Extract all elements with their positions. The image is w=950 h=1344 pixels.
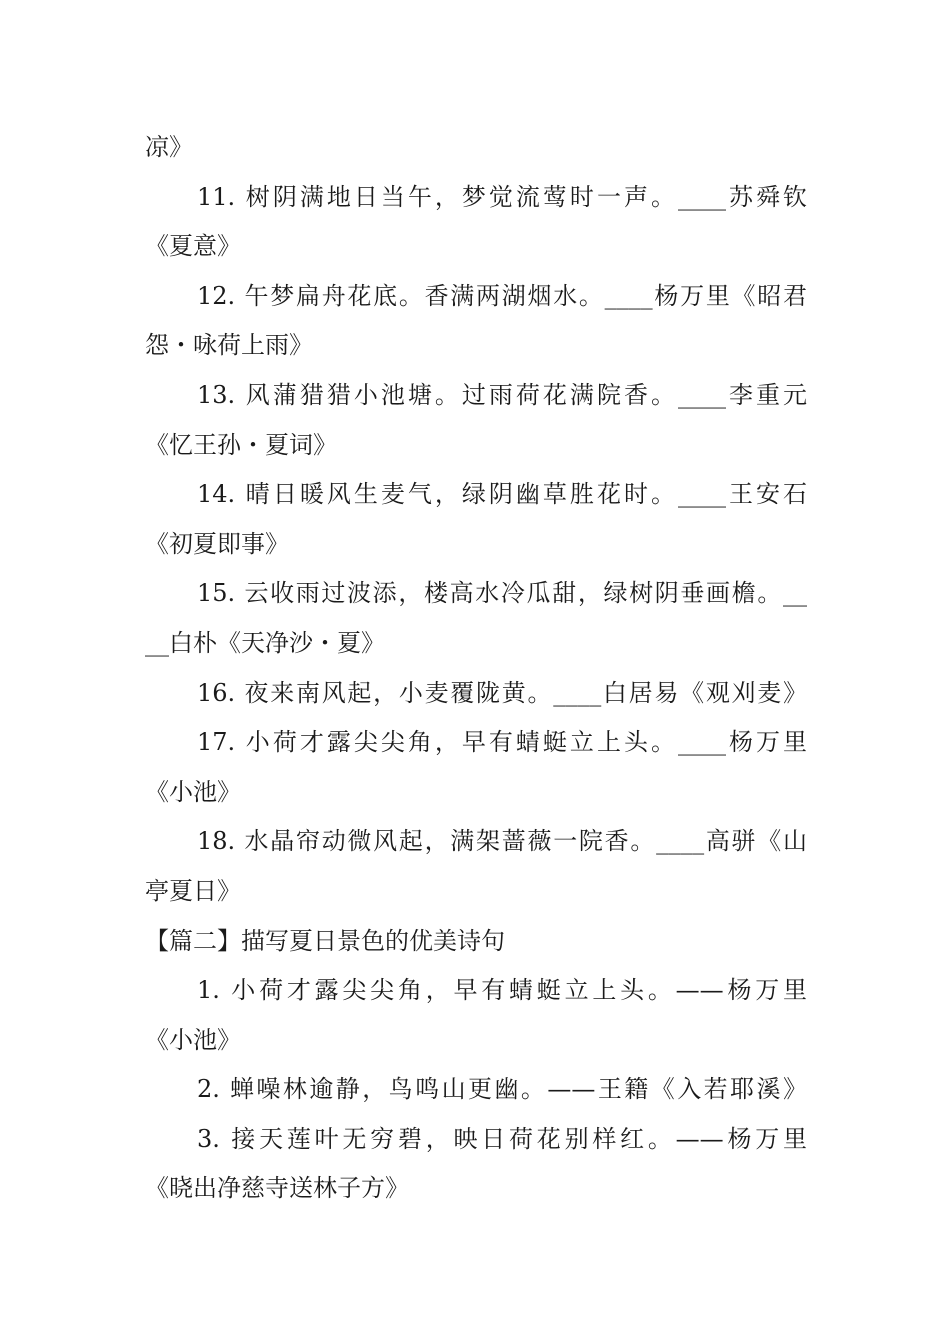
text-line: 《小池》 xyxy=(145,1025,241,1054)
text-line: 2. 蝉噪林逾静，鸟鸣山更幽。——王籍《入若耶溪》 xyxy=(197,1075,807,1104)
text-line: 1. 小荷才露尖尖角，早有蜻蜓立上头。——杨万里 xyxy=(197,976,807,1005)
text-line: 怨・咏荷上雨》 xyxy=(145,331,313,360)
text-line: __白朴《天净沙・夏》 xyxy=(145,628,385,657)
text-line: 15. 云收雨过波添，楼高水冷瓜甜，绿树阴垂画檐。__ xyxy=(197,579,807,608)
text-line: 凉》 xyxy=(145,133,193,161)
text-line: 16. 夜来南风起，小麦覆陇黄。____白居易《观刈麦》 xyxy=(197,678,807,707)
text-line: 14. 晴日暖风生麦气，绿阴幽草胜花时。____王安石 xyxy=(197,480,807,509)
text-line: 18. 水晶帘动微风起，满架蔷薇一院香。____高骈《山 xyxy=(197,827,807,856)
text-line: 亭夏日》 xyxy=(145,876,241,905)
text-line: 《忆王孙・夏词》 xyxy=(145,430,337,459)
text-line: 3. 接天莲叶无穷碧，映日荷花别样红。——杨万里 xyxy=(197,1124,807,1153)
section-heading: 【篇二】描写夏日景色的优美诗句 xyxy=(145,926,505,955)
text-line: 《小池》 xyxy=(145,777,241,806)
text-line: 12. 午梦扁舟花底。香满两湖烟水。____杨万里《昭君 xyxy=(197,281,807,310)
text-line: 《初夏即事》 xyxy=(145,529,289,558)
text-line: 13. 风蒲猎猎小池塘。过雨荷花满院香。____李重元 xyxy=(197,380,807,409)
text-line: 17. 小荷才露尖尖角，早有蜻蜓立上头。____杨万里 xyxy=(197,728,807,757)
document-page xyxy=(145,123,807,1214)
text-line: 《晓出净慈寺送林子方》 xyxy=(145,1174,409,1203)
text-line: 11. 树阴满地日当午，梦觉流莺时一声。____苏舜钦 xyxy=(197,182,807,211)
text-line: 《夏意》 xyxy=(145,232,241,261)
